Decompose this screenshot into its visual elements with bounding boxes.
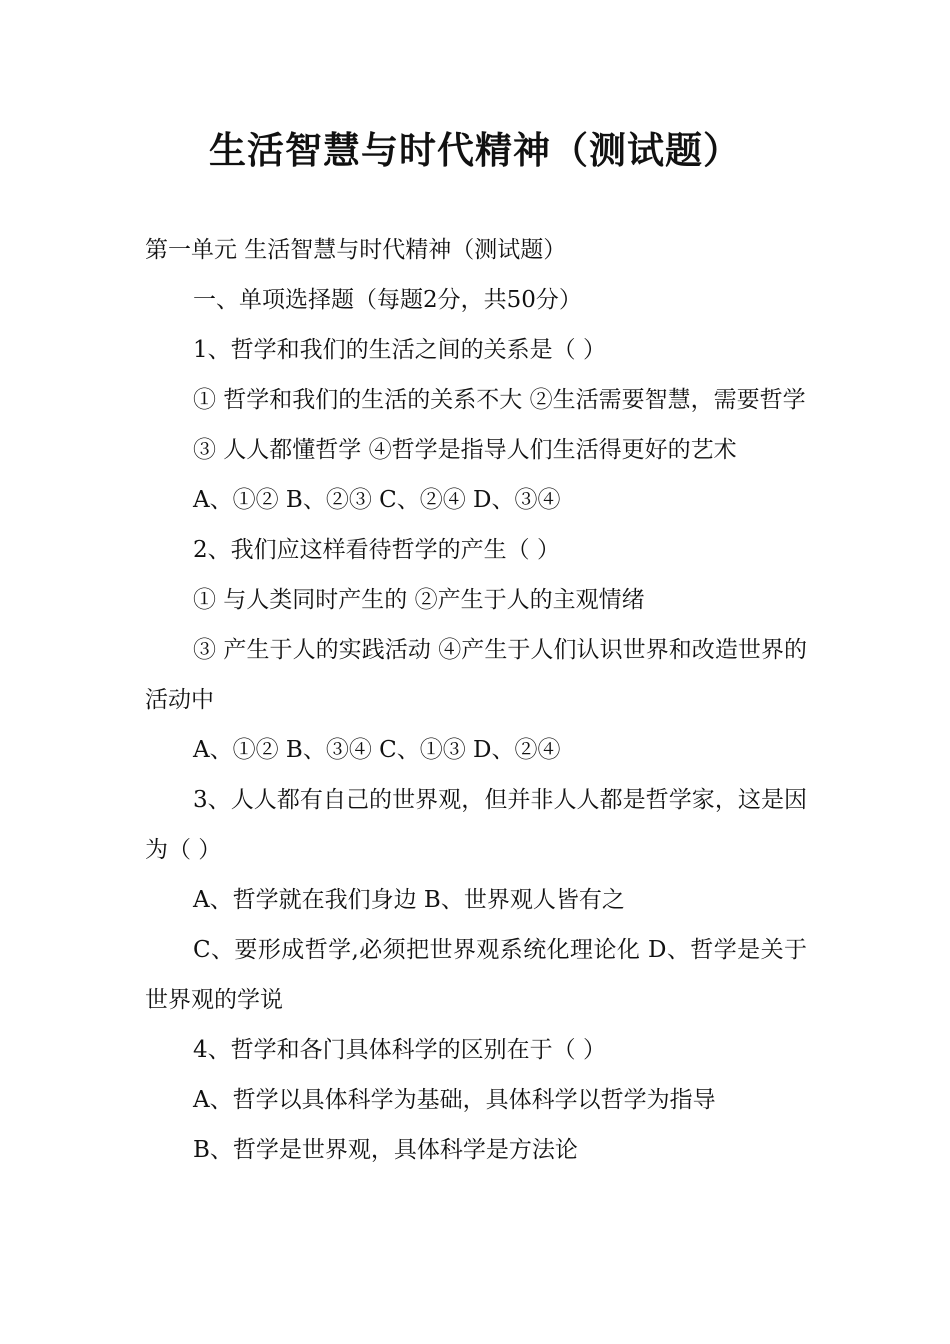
question-2-options: A、①② B、③④ C、①③ D、②④ [193, 737, 561, 763]
question-3-options-ab: A、哲学就在我们身边 B、世界观人皆有之 [193, 887, 625, 913]
question-2: 2、我们应这样看待哲学的产生（ ） [193, 537, 560, 563]
question-1: 1、哲学和我们的生活之间的关系是（ ） [193, 337, 606, 363]
document-title: 生活智慧与时代精神（测试题） [209, 129, 741, 172]
question-2-statements-a: ① 与人类同时产生的 ②产生于人的主观情绪 [193, 587, 645, 613]
question-4-option-a: A、哲学以具体科学为基础，具体科学以哲学为指导 [193, 1087, 716, 1113]
question-2-statements-b: ③ 产生于人的实践活动 ④产生于人们认识世界和改造世界的活动中 [145, 637, 807, 713]
question-4-option-b: B、哲学是世界观，具体科学是方法论 [193, 1137, 578, 1163]
document-body [145, 225, 807, 1175]
question-4: 4、哲学和各门具体科学的区别在于（ ） [193, 1037, 606, 1063]
question-1-statements-a: ① 哲学和我们的生活的关系不大 ②生活需要智慧，需要哲学 [193, 387, 806, 413]
question-3-options-cd: C、要形成哲学,必须把世界观系统化理论化 D、哲学是关于世界观的学说 [145, 937, 807, 1013]
question-1-statements-b: ③ 人人都懂哲学 ④哲学是指导人们生活得更好的艺术 [193, 437, 737, 463]
section-heading: 一、单项选择题（每题2分，共50分） [193, 287, 582, 313]
question-1-options: A、①② B、②③ C、②④ D、③④ [193, 487, 561, 513]
question-3: 3、人人都有自己的世界观，但并非人人都是哲学家，这是因为（ ） [145, 787, 807, 863]
unit-heading: 第一单元 生活智慧与时代精神（测试题） [145, 237, 567, 263]
